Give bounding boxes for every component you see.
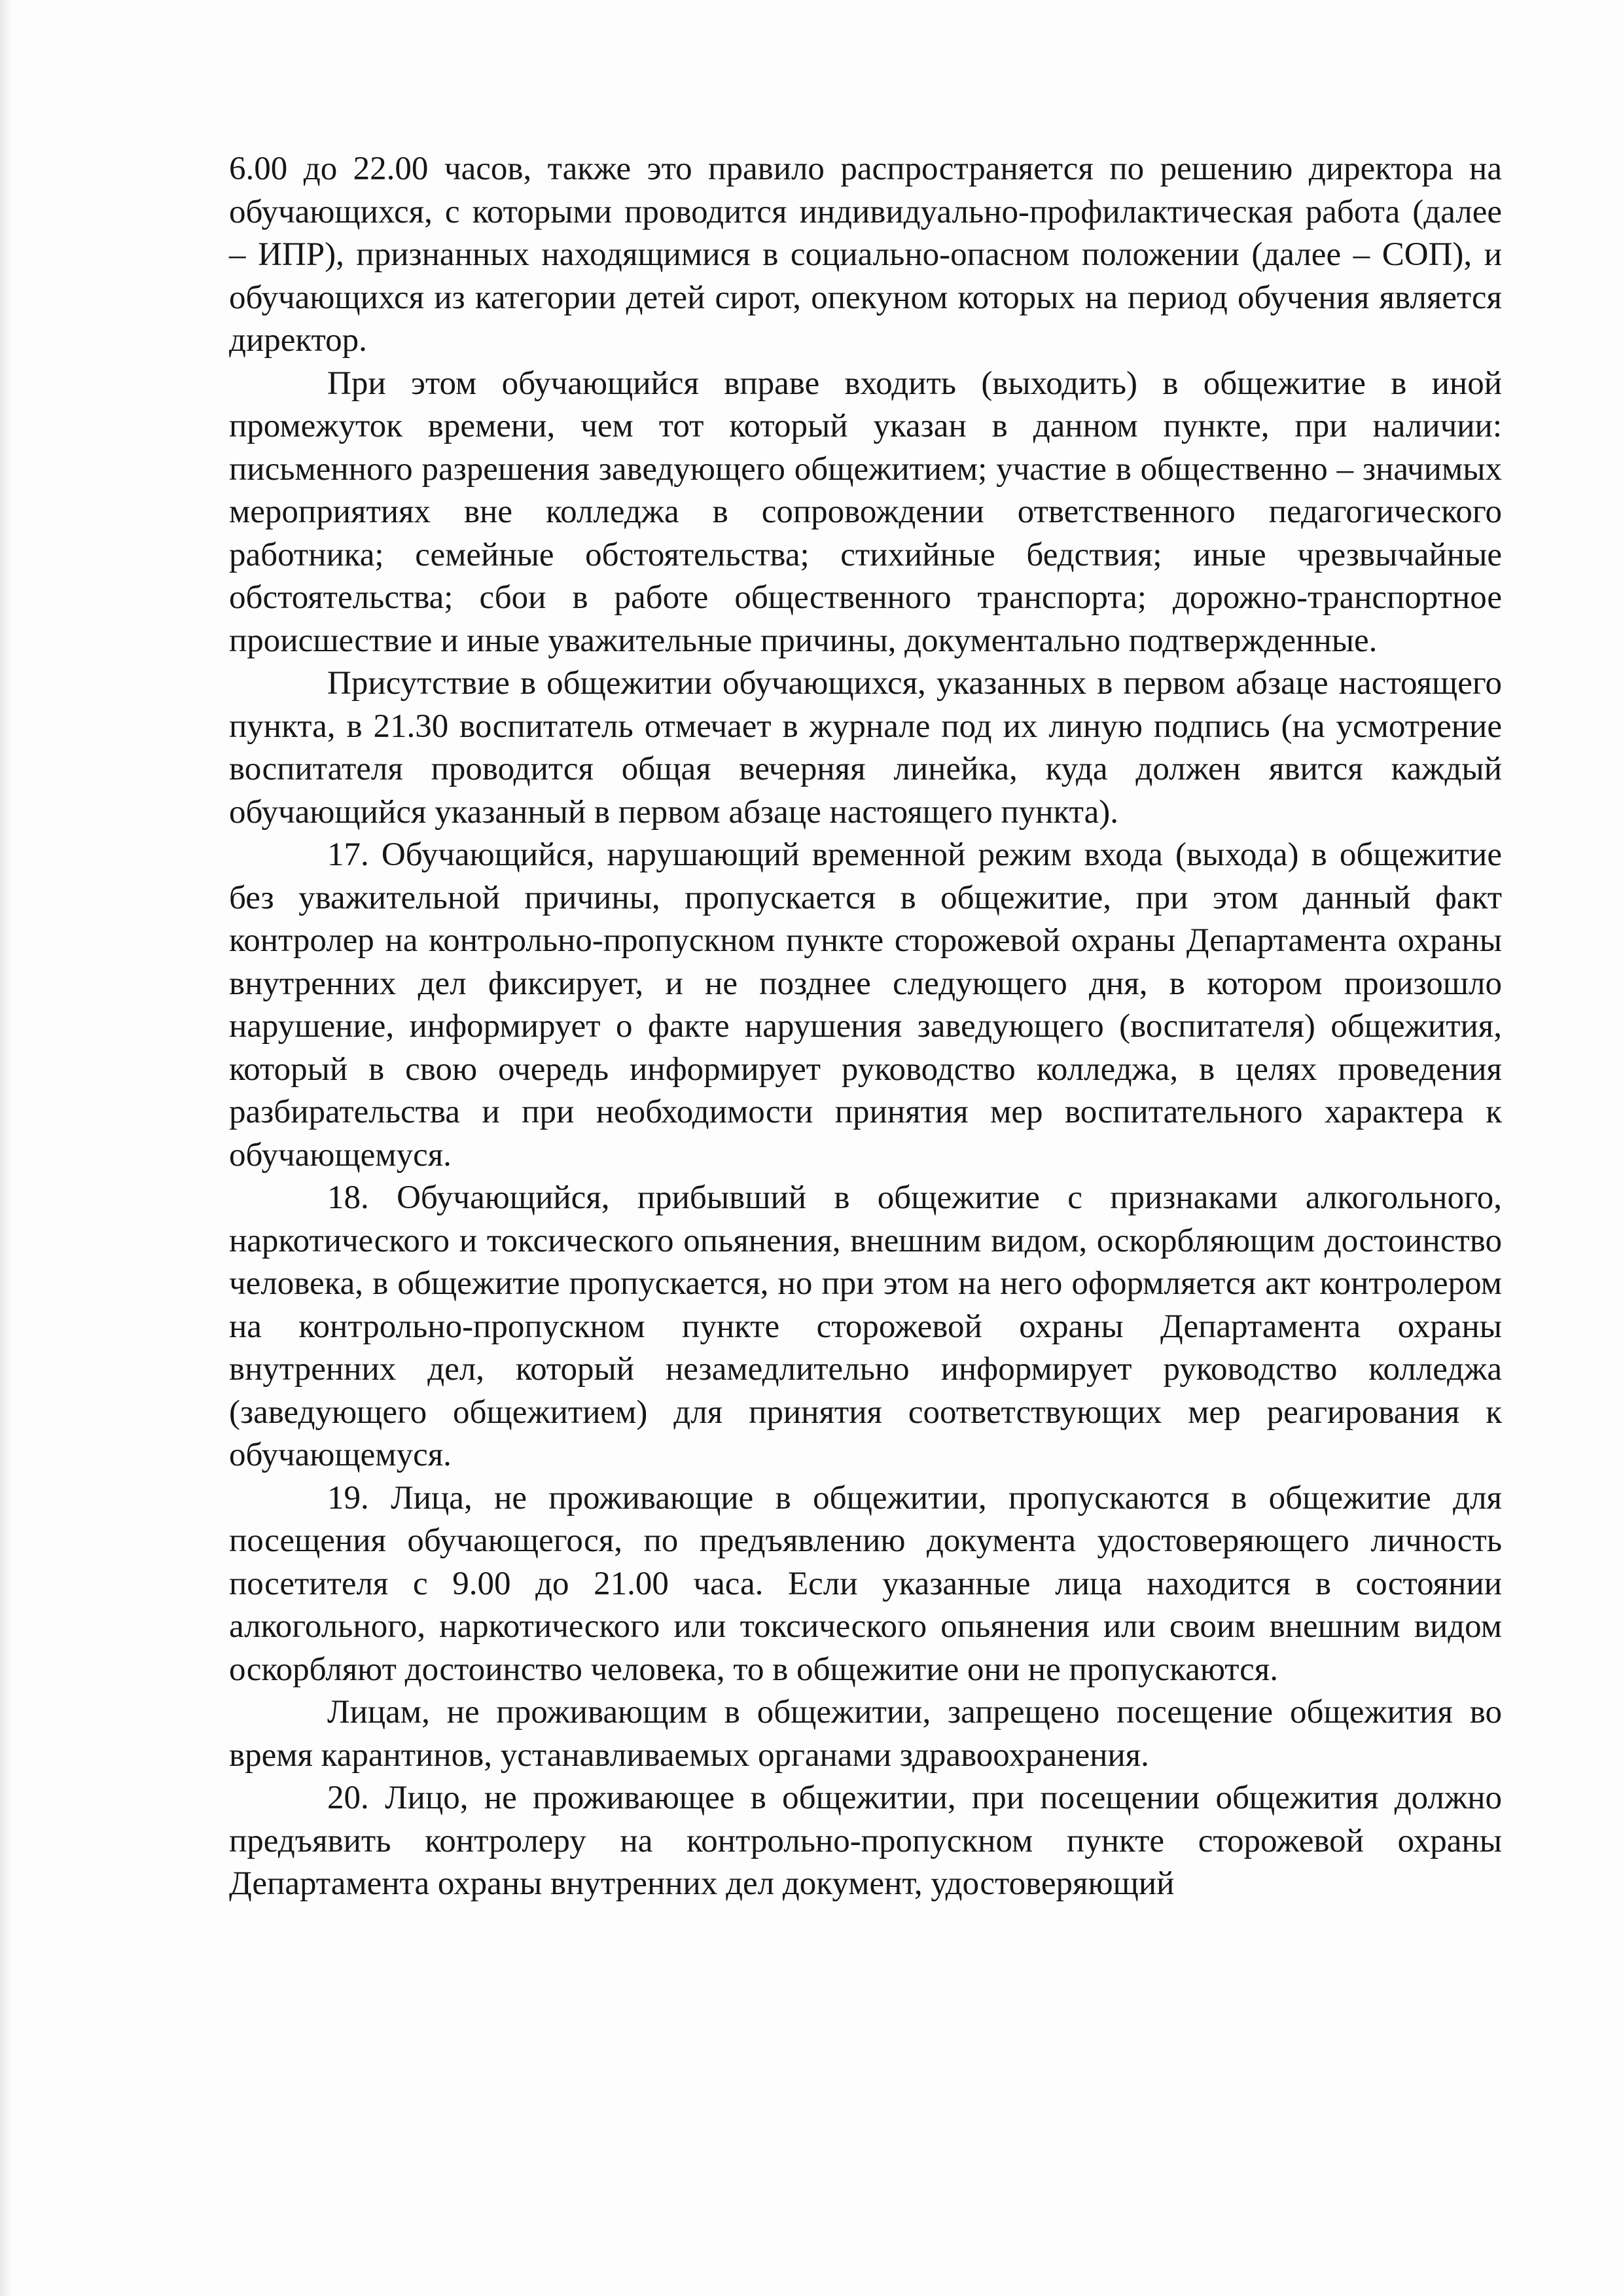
paragraph-exception-permissions: При этом обучающийся вправе входить (выходить) в общежитие в иной промежуток времени, чем тот который указан в данном пункте, при наличии: письменного разрешения заведующего общежитием; участие в общественно – значимых мероприятиях вне колледжа в сопровождении ответственного педагогического работника; семейные обстоятельства; стихийные бедствия; иные чрезвычайные обстоятельства; сбои в работе общественного транспорта; дорожно-транспортное происшествие и иные уважительные причины, документально подтвержденные.	[229, 365, 1502, 659]
document-body	[229, 148, 1502, 1906]
paragraph-presence-check: Присутствие в общежитии обучающихся, указанных в первом абзаце настоящего пункта, в 21.30 воспитатель отмечает в журнале под их линую подпись (на усмотрение воспитателя проводится общая вечерняя линейка, куда должен явится каждый обучающийся указанный в первом абзаце настоящего пункта).	[229, 665, 1502, 831]
paragraph-item-20: 20. Лицо, не проживающее в общежитии, при посещении общежития должно предъявить контролеру на контрольно-пропускном пункте сторожевой охраны Департамента охраны внутренних дел документ, удостоверяющий	[229, 1780, 1502, 1902]
paragraph-item-19: 19. Лица, не проживающие в общежитии, пропускаются в общежитие для посещения обучающегося, по предъявлению документа удостоверяющего личность посетителя с 9.00 до 21.00 часа. Если указанные лица находится в состоянии алкогольного, наркотического или токсического опьянения или своим внешним видом оскорбляют достоинство человека, то в общежитие они не пропускаются.	[229, 1479, 1502, 1688]
paragraph-continuation-6-00: 6.00 до 22.00 часов, также это правило распространяется по решению директора на обучающихся, с которыми проводится индивидуально-профилактическая работа (далее – ИПР), признанных находящимися в социально-опасном положении (далее – СОП), и обучающихся из категории детей сирот, опекуном которых на период обучения является директор.	[229, 151, 1502, 359]
paragraph-quarantine-ban: Лицам, не проживающим в общежитии, запрещено посещение общежития во время карантинов, устанавливаемых органами здравоохранения.	[229, 1694, 1502, 1774]
scan-edge-shadow	[0, 0, 12, 2296]
paragraph-item-18: 18. Обучающийся, прибывший в общежитие с признаками алкогольного, наркотического и токсического опьянения, внешним видом, оскорбляющим достоинство человека, в общежитие пропускается, но при этом на него оформляется акт контролером на контрольно-пропускном пункте сторожевой охраны Департамента охраны внутренних дел, который незамедлительно информирует руководство колледжа (заведующего общежитием) для принятия соответствующих мер реагирования к обучающемуся.	[229, 1179, 1502, 1473]
paragraph-item-17: 17. Обучающийся, нарушающий временной режим входа (выхода) в общежитие без уважительной причины, пропускается в общежитие, при этом данный факт контролер на контрольно-пропускном пункте сторожевой охраны Департамента охраны внутренних дел фиксирует, и не позднее следующего дня, в котором произошло нарушение, информирует о факте нарушения заведующего (воспитателя) общежития, который в свою очередь информирует руководство колледжа, в целях проведения разбирательства и при необходимости принятия мер воспитательного характера к обучающемуся.	[229, 836, 1502, 1174]
